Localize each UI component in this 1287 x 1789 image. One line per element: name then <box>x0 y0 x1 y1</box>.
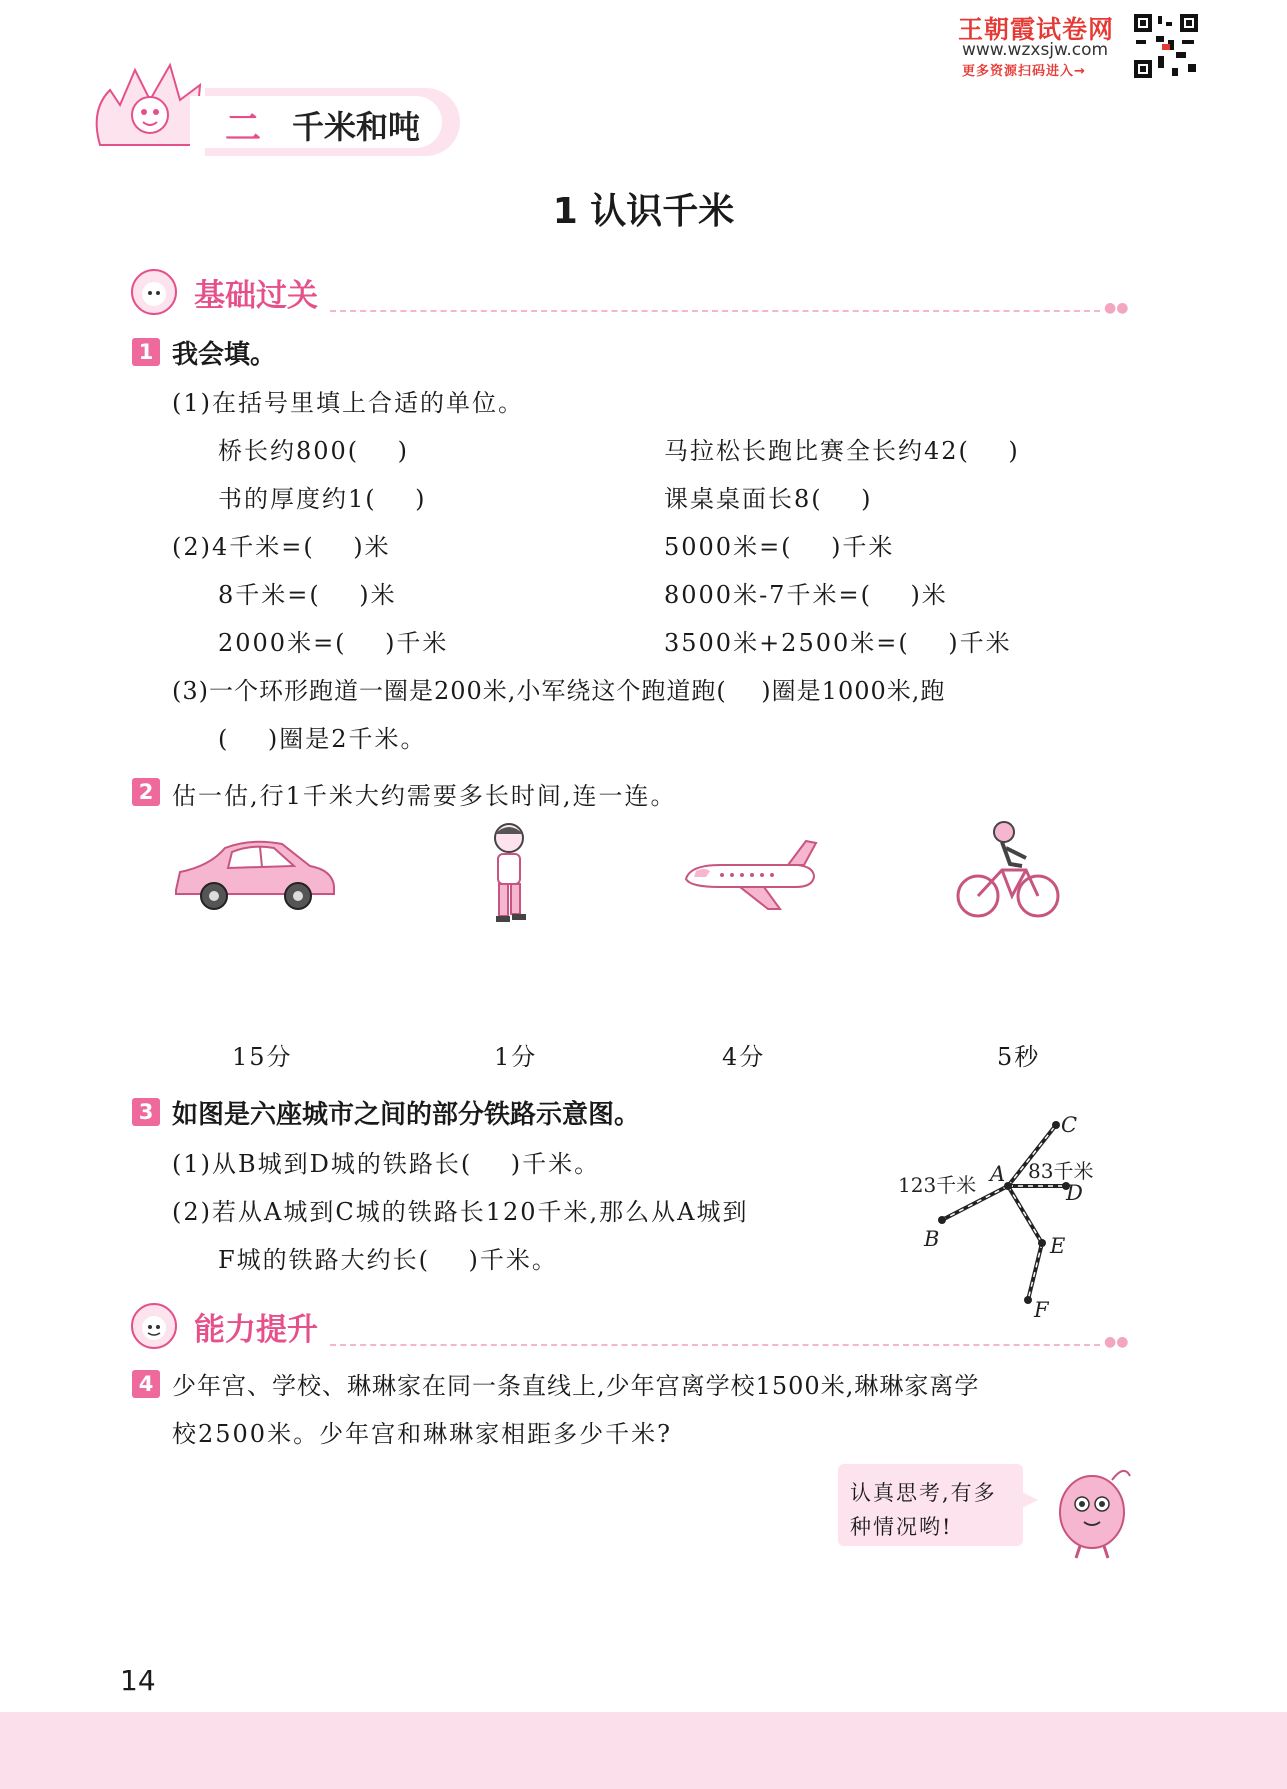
city-label-e: E <box>1050 1234 1066 1258</box>
city-c-dot <box>1052 1121 1060 1129</box>
q1-part3-line: (3)一个环形跑道一圈是200米,小军绕这个跑道跑( )圈是1000米,跑 <box>172 677 946 705</box>
question-number-badge: 2 <box>132 778 160 806</box>
q4-text-line: 少年宫、学校、琳琳家在同一条直线上,少年宫离学校1500米,琳琳家离学 <box>172 1372 980 1400</box>
q1-part2-item: 3500米+2500米=( )千米 <box>664 629 1012 657</box>
section-basic-heading: 基础过关 <box>194 278 318 314</box>
q1-part2-item: (2)4千米=( )米 <box>172 533 391 561</box>
brand-name: 王朝霞试卷网 <box>958 15 1115 44</box>
question-title: 估一估,行1千米大约需要多长时间,连一连。 <box>172 782 677 810</box>
car-icon[interactable] <box>170 830 338 914</box>
city-a-dot <box>1004 1182 1012 1190</box>
city-e-dot <box>1038 1239 1046 1247</box>
question-title: 我会填。 <box>172 340 277 370</box>
time-option[interactable]: 5秒 <box>997 1043 1041 1071</box>
q1-part2-item: 2000米=( )千米 <box>218 629 449 657</box>
ad-distance-label: 83千米 <box>1028 1159 1094 1183</box>
page-number: 14 <box>120 1664 156 1697</box>
q4-text-line: 校2500米。少年宫和琳琳家相距多少千米? <box>172 1420 672 1448</box>
q3-part1: (1)从B城到D城的铁路长( )千米。 <box>172 1150 601 1178</box>
time-option[interactable]: 4分 <box>722 1043 766 1071</box>
q1-part1-item: 桥长约800( ) <box>218 437 410 465</box>
q3-part2-cont: F城的铁路大约长( )千米。 <box>218 1246 558 1274</box>
time-option[interactable]: 15分 <box>232 1043 293 1071</box>
city-f-dot <box>1024 1296 1032 1304</box>
q3-part2: (2)若从A城到C城的铁路长120千米,那么从A城到 <box>172 1198 749 1226</box>
chapter-title: 千米和吨 <box>292 108 421 146</box>
section-divider <box>330 1344 1100 1346</box>
girl-avatar-icon <box>128 266 180 316</box>
qr-code-icon[interactable] <box>1132 12 1200 80</box>
brand-tip: 更多资源扫码进入→ <box>962 64 1086 79</box>
q1-part1-item: 课桌桌面长8( ) <box>664 485 873 513</box>
section-divider <box>330 310 1100 312</box>
bubble-tail <box>1018 1486 1038 1516</box>
lesson-title: 1 认识千米 <box>552 191 735 232</box>
railway-diagram <box>890 1110 1120 1325</box>
tip-text-line1: 认真思考,有多 <box>850 1481 997 1505</box>
section-advanced-heading: 能力提升 <box>194 1312 318 1348</box>
city-label-c: C <box>1061 1113 1078 1137</box>
brand-url: www.wzxsjw.com <box>962 40 1109 60</box>
divider-dots: ●● <box>1104 1334 1129 1350</box>
q1-part1-item: 马拉松长跑比赛全长约42( ) <box>664 437 1020 465</box>
airplane-icon[interactable] <box>680 835 820 913</box>
question-title: 如图是六座城市之间的部分铁路示意图。 <box>172 1100 641 1130</box>
boy-avatar-icon <box>128 1300 180 1350</box>
question-number-badge: 1 <box>132 338 160 366</box>
q1-part3-line: ( )圈是2千米。 <box>218 725 427 753</box>
city-label-f: F <box>1034 1298 1049 1322</box>
tip-text-line2: 种情况哟! <box>850 1515 953 1539</box>
city-b-dot <box>938 1216 946 1224</box>
city-label-d: D <box>1066 1181 1083 1205</box>
footer-band <box>0 1712 1287 1789</box>
divider-dots: ●● <box>1104 300 1129 316</box>
thinking-mascot-icon <box>1052 1458 1134 1562</box>
ab-distance-label: 123千米 <box>898 1173 977 1197</box>
chapter-number: 二 <box>225 108 262 149</box>
walking-child-icon[interactable] <box>484 820 534 924</box>
q1-part2-item: 8000米-7千米=( )米 <box>664 581 948 609</box>
q1-part2-item: 5000米=( )千米 <box>664 533 895 561</box>
q1-part1-title: (1)在括号里填上合适的单位。 <box>172 389 524 417</box>
time-option[interactable]: 1分 <box>494 1043 538 1071</box>
cyclist-icon[interactable] <box>956 818 1060 922</box>
city-label-a: A <box>990 1162 1006 1186</box>
question-number-badge: 3 <box>132 1098 160 1126</box>
q1-part2-item: 8千米=( )米 <box>218 581 397 609</box>
question-number-badge: 4 <box>132 1370 160 1398</box>
q1-part1-item: 书的厚度约1( ) <box>218 485 427 513</box>
city-label-b: B <box>924 1227 940 1251</box>
